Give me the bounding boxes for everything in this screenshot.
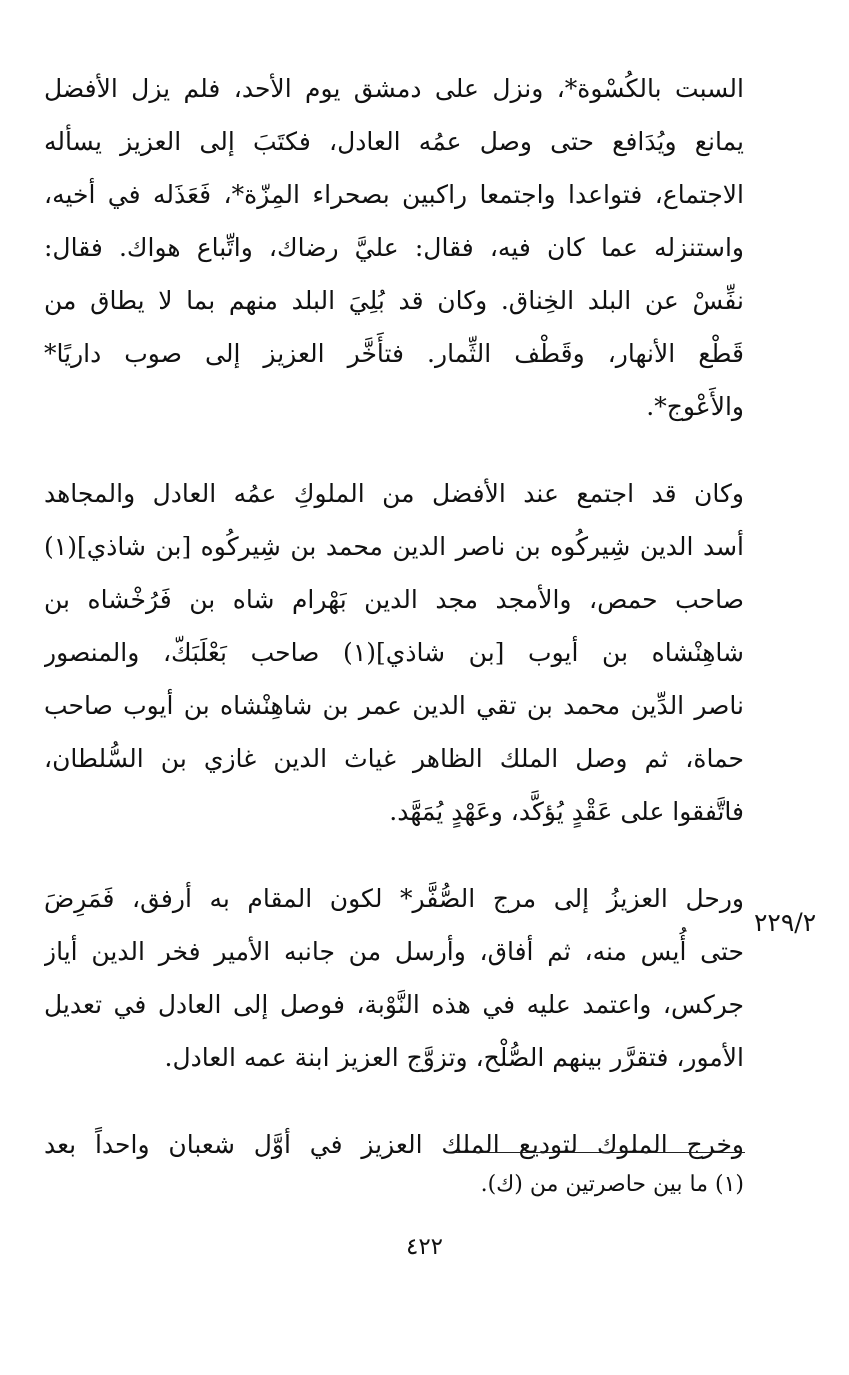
text-line: نفِّسْ عن البلد الخِناق. وكان قد بُلِيَ البلد منهم بما لا يطاق من: [44, 286, 744, 315]
paragraph-2: [44, 467, 744, 838]
paragraph-3: [44, 872, 744, 1084]
paragraph-4: [44, 1118, 744, 1171]
margin-reference: ٢٢٩/٢: [754, 908, 817, 937]
footnote: (١) ما بين حاصرتين من (ك).: [480, 1172, 744, 1197]
text-line: حماة، ثم وصل الملك الظاهر غياث الدين غازي بن السُّلطان،: [44, 744, 744, 773]
text-line: ورحل العزيزُ إلى مرج الصُّفَّر* لكون المقام به أرفق، فَمَرِضَ: [44, 884, 744, 913]
text-line: أسد الدين شِيركُوه بن ناصر الدين محمد بن شِيركُوه [بن شاذي](١): [44, 532, 744, 561]
text-line: حتى أُيس منه، ثم أفاق، وأرسل من جانبه الأمير فخر الدين أياز: [44, 937, 744, 966]
text-line: قَطْع الأنهار، وقَطْف الثِّمار. فتأَخَّر العزيز إلى صوب داريًا*: [44, 339, 744, 368]
text-line: ناصر الدِّين محمد بن تقي الدين عمر بن شاهِنْشاه بن أيوب صاحب: [44, 691, 744, 720]
text-line: شاهِنْشاه بن أيوب [بن شاذي](١) صاحب بَعْلَبَكّ، والمنصور: [44, 638, 744, 667]
paragraph-gap: [44, 1084, 744, 1118]
text-line: والأَعْوج*.: [646, 392, 744, 421]
page-number: ٤٢٢: [405, 1234, 444, 1260]
text-line: واستنزله عما كان فيه، فقال: عليَّ رضاك، واتِّباع هواك. فقال:: [44, 233, 744, 262]
paragraph-1: [44, 62, 744, 433]
paragraph-gap: [44, 838, 744, 872]
page-body: [44, 62, 744, 1171]
footnote-divider: [455, 1152, 745, 1153]
text-line: صاحب حمص، والأمجد مجد الدين بَهْرام شاه بن فَرُخْشاه بن: [44, 585, 744, 614]
text-line: السبت بالكُسْوة*، ونزل على دمشق يوم الأحد، فلم يزل الأفضل: [44, 74, 744, 103]
text-line: الأمور، فتقرَّر بينهم الصُّلْح، وتزوَّج العزيز ابنة عمه العادل.: [164, 1043, 744, 1072]
text-line: وكان قد اجتمع عند الأفضل من الملوكِ عمُه العادل والمجاهد: [44, 479, 744, 508]
text-line: جركس، واعتمد عليه في هذه النَّوْبة، فوصل إلى العادل في تعديل: [44, 990, 744, 1019]
paragraph-gap: [44, 433, 744, 467]
text-line: فاتَّفقوا على عَقْدٍ يُؤكَّد، وعَهْدٍ يُمَهَّد.: [389, 797, 744, 826]
text-line: وخرج الملوك لتوديع الملك العزيز في أوَّل شعبان واحداً بعد: [44, 1130, 744, 1159]
text-line: الاجتماع، فتواعدا واجتمعا راكبين بصحراء المِزّة*، فَعَذَله في أخيه،: [44, 180, 744, 209]
text-line: يمانع ويُدَافع حتى وصل عمُه العادل، فكتَبَ إلى العزيز يسأله: [44, 127, 744, 156]
